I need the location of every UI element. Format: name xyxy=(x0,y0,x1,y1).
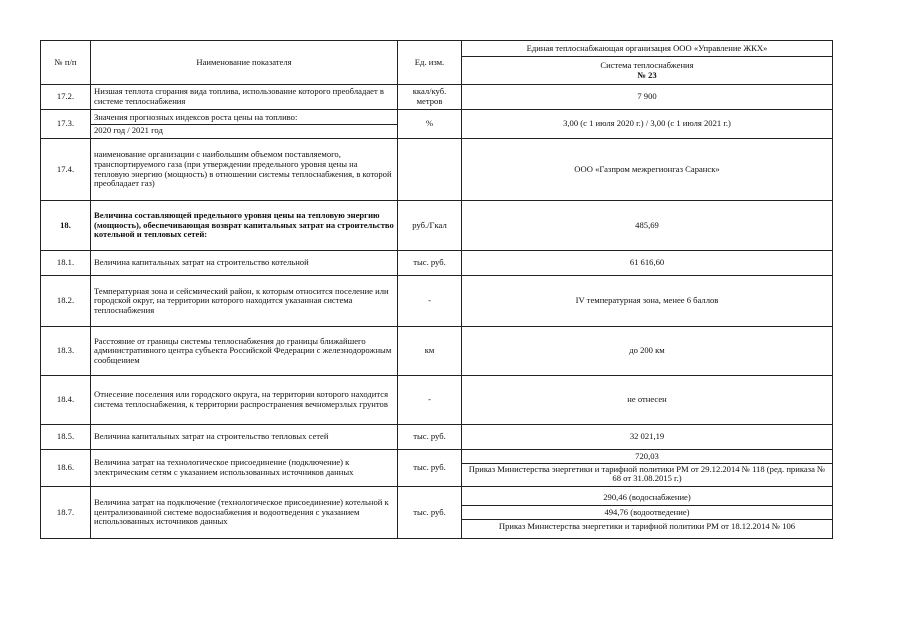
row-value-water: 290,46 (водоснабжение) xyxy=(603,492,691,503)
row-name xyxy=(91,110,398,139)
row-value xyxy=(462,487,833,539)
header-unit: Ед. изм. xyxy=(398,41,462,85)
row-name: Расстояние от границы системы теплоснабжения до границы ближайшего административного центра субъекта Российской Федерации с железнодорожным сообщением xyxy=(91,327,398,376)
row-name: Низшая теплота сгорания вида топлива, использование которого преобладает в системе теплоснабжения xyxy=(91,85,398,110)
row-unit: - xyxy=(398,376,462,425)
row-unit: % xyxy=(398,110,462,139)
table-row xyxy=(41,487,833,539)
table-row xyxy=(41,376,833,425)
row-value-source: Приказ Министерства энергетики и тарифной политики РМ от 29.12.2014 № 118 (ред. приказа № 68 от 31.08.2015 г.) xyxy=(462,463,832,485)
row-unit xyxy=(398,139,462,201)
row-name: Температурная зона и сейсмический район, к которым относится поселение или городской округ, на территории которого находится указанная система теплоснабжения xyxy=(91,276,398,327)
row-name-main: Значения прогнозных индексов роста цены на топливо: xyxy=(94,111,298,122)
row-name: наименование организации с наибольшим объемом поставляемого, транспортируемого газа (при утверждении предельного уровня цены на тепловую энергию (мощность) в отношении системы теплоснабжения, в которой преобладает газ) xyxy=(91,139,398,201)
header-system-label: Система теплоснабжения xyxy=(600,59,694,70)
table-row xyxy=(41,201,833,251)
row-unit: - xyxy=(398,276,462,327)
table-row xyxy=(41,110,833,139)
table-row xyxy=(41,251,833,276)
row-unit: руб./Гкал xyxy=(398,201,462,251)
row-value: 32 021,19 xyxy=(462,425,833,450)
row-name: Отнесение поселения или городского округа, на территории которого находится система теплоснабжения, к территории распространения вечномерзлых грунтов xyxy=(91,376,398,425)
row-value-source: Приказ Министерства энергетики и тарифной политики РМ от 18.12.2014 № 106 xyxy=(462,519,832,534)
row-num: 17.4. xyxy=(41,139,91,201)
row-value-sewage: 494,76 (водоотведение) xyxy=(462,505,832,520)
row-name: Величина капитальных затрат на строительство тепловых сетей xyxy=(91,425,398,450)
row-value: IV температурная зона, менее 6 баллов xyxy=(462,276,833,327)
row-name-sub: 2020 год / 2021 год xyxy=(91,124,397,137)
row-value-main: 720,03 xyxy=(635,451,659,462)
row-num: 18.2. xyxy=(41,276,91,327)
row-unit: тыс. руб. xyxy=(398,487,462,539)
row-num: 17.2. xyxy=(41,85,91,110)
row-num: 18.6. xyxy=(41,450,91,487)
row-name: Величина составляющей предельного уровня цены на тепловую энергию (мощность), обеспечивающая возврат капитальных затрат на строительство котельной и тепловых сетей: xyxy=(91,201,398,251)
header-system-number: № 23 xyxy=(637,69,657,80)
table-row xyxy=(41,450,833,487)
row-num: 18.4. xyxy=(41,376,91,425)
row-unit: тыс. руб. xyxy=(398,450,462,487)
row-value: 61 616,60 xyxy=(462,251,833,276)
row-unit: ккал/куб. метров xyxy=(398,85,462,110)
row-name: Величина затрат на подключение (технологическое присоединение) котельной к централизованной системе водоснабжения и водоотведения с указанием использованных источников данных xyxy=(91,487,398,539)
row-unit: тыс. руб. xyxy=(398,425,462,450)
table-row xyxy=(41,85,833,110)
table-row xyxy=(41,276,833,327)
row-unit: тыс. руб. xyxy=(398,251,462,276)
row-num: 18.1. xyxy=(41,251,91,276)
row-value: не отнесен xyxy=(462,376,833,425)
row-value: ООО «Газпром межрегионгаз Саранск» xyxy=(462,139,833,201)
row-num: 17.3. xyxy=(41,110,91,139)
row-name: Величина затрат на технологическое присоединение (подключение) к электрическим сетям с указанием использованных источников данных xyxy=(91,450,398,487)
row-num: 18. xyxy=(41,201,91,251)
table-row xyxy=(41,139,833,201)
row-num: 18.5. xyxy=(41,425,91,450)
row-num: 18.3. xyxy=(41,327,91,376)
row-value: до 200 км xyxy=(462,327,833,376)
table-row xyxy=(41,425,833,450)
row-num: 18.7. xyxy=(41,487,91,539)
row-value: 3,00 (с 1 июля 2020 г.) / 3,00 (с 1 июля 2021 г.) xyxy=(462,110,833,139)
header-system xyxy=(462,57,833,85)
row-value: 7 900 xyxy=(462,85,833,110)
row-value xyxy=(462,450,833,487)
header-org: Единая теплоснабжающая организация ООО «Управление ЖКХ» xyxy=(462,41,833,57)
header-num: № п/п xyxy=(41,41,91,85)
header-name: Наименование показателя xyxy=(91,41,398,85)
table-row xyxy=(41,327,833,376)
row-name: Величина капитальных затрат на строительство котельной xyxy=(91,251,398,276)
row-value: 485,69 xyxy=(462,201,833,251)
row-unit: км xyxy=(398,327,462,376)
tariff-table xyxy=(40,40,833,539)
